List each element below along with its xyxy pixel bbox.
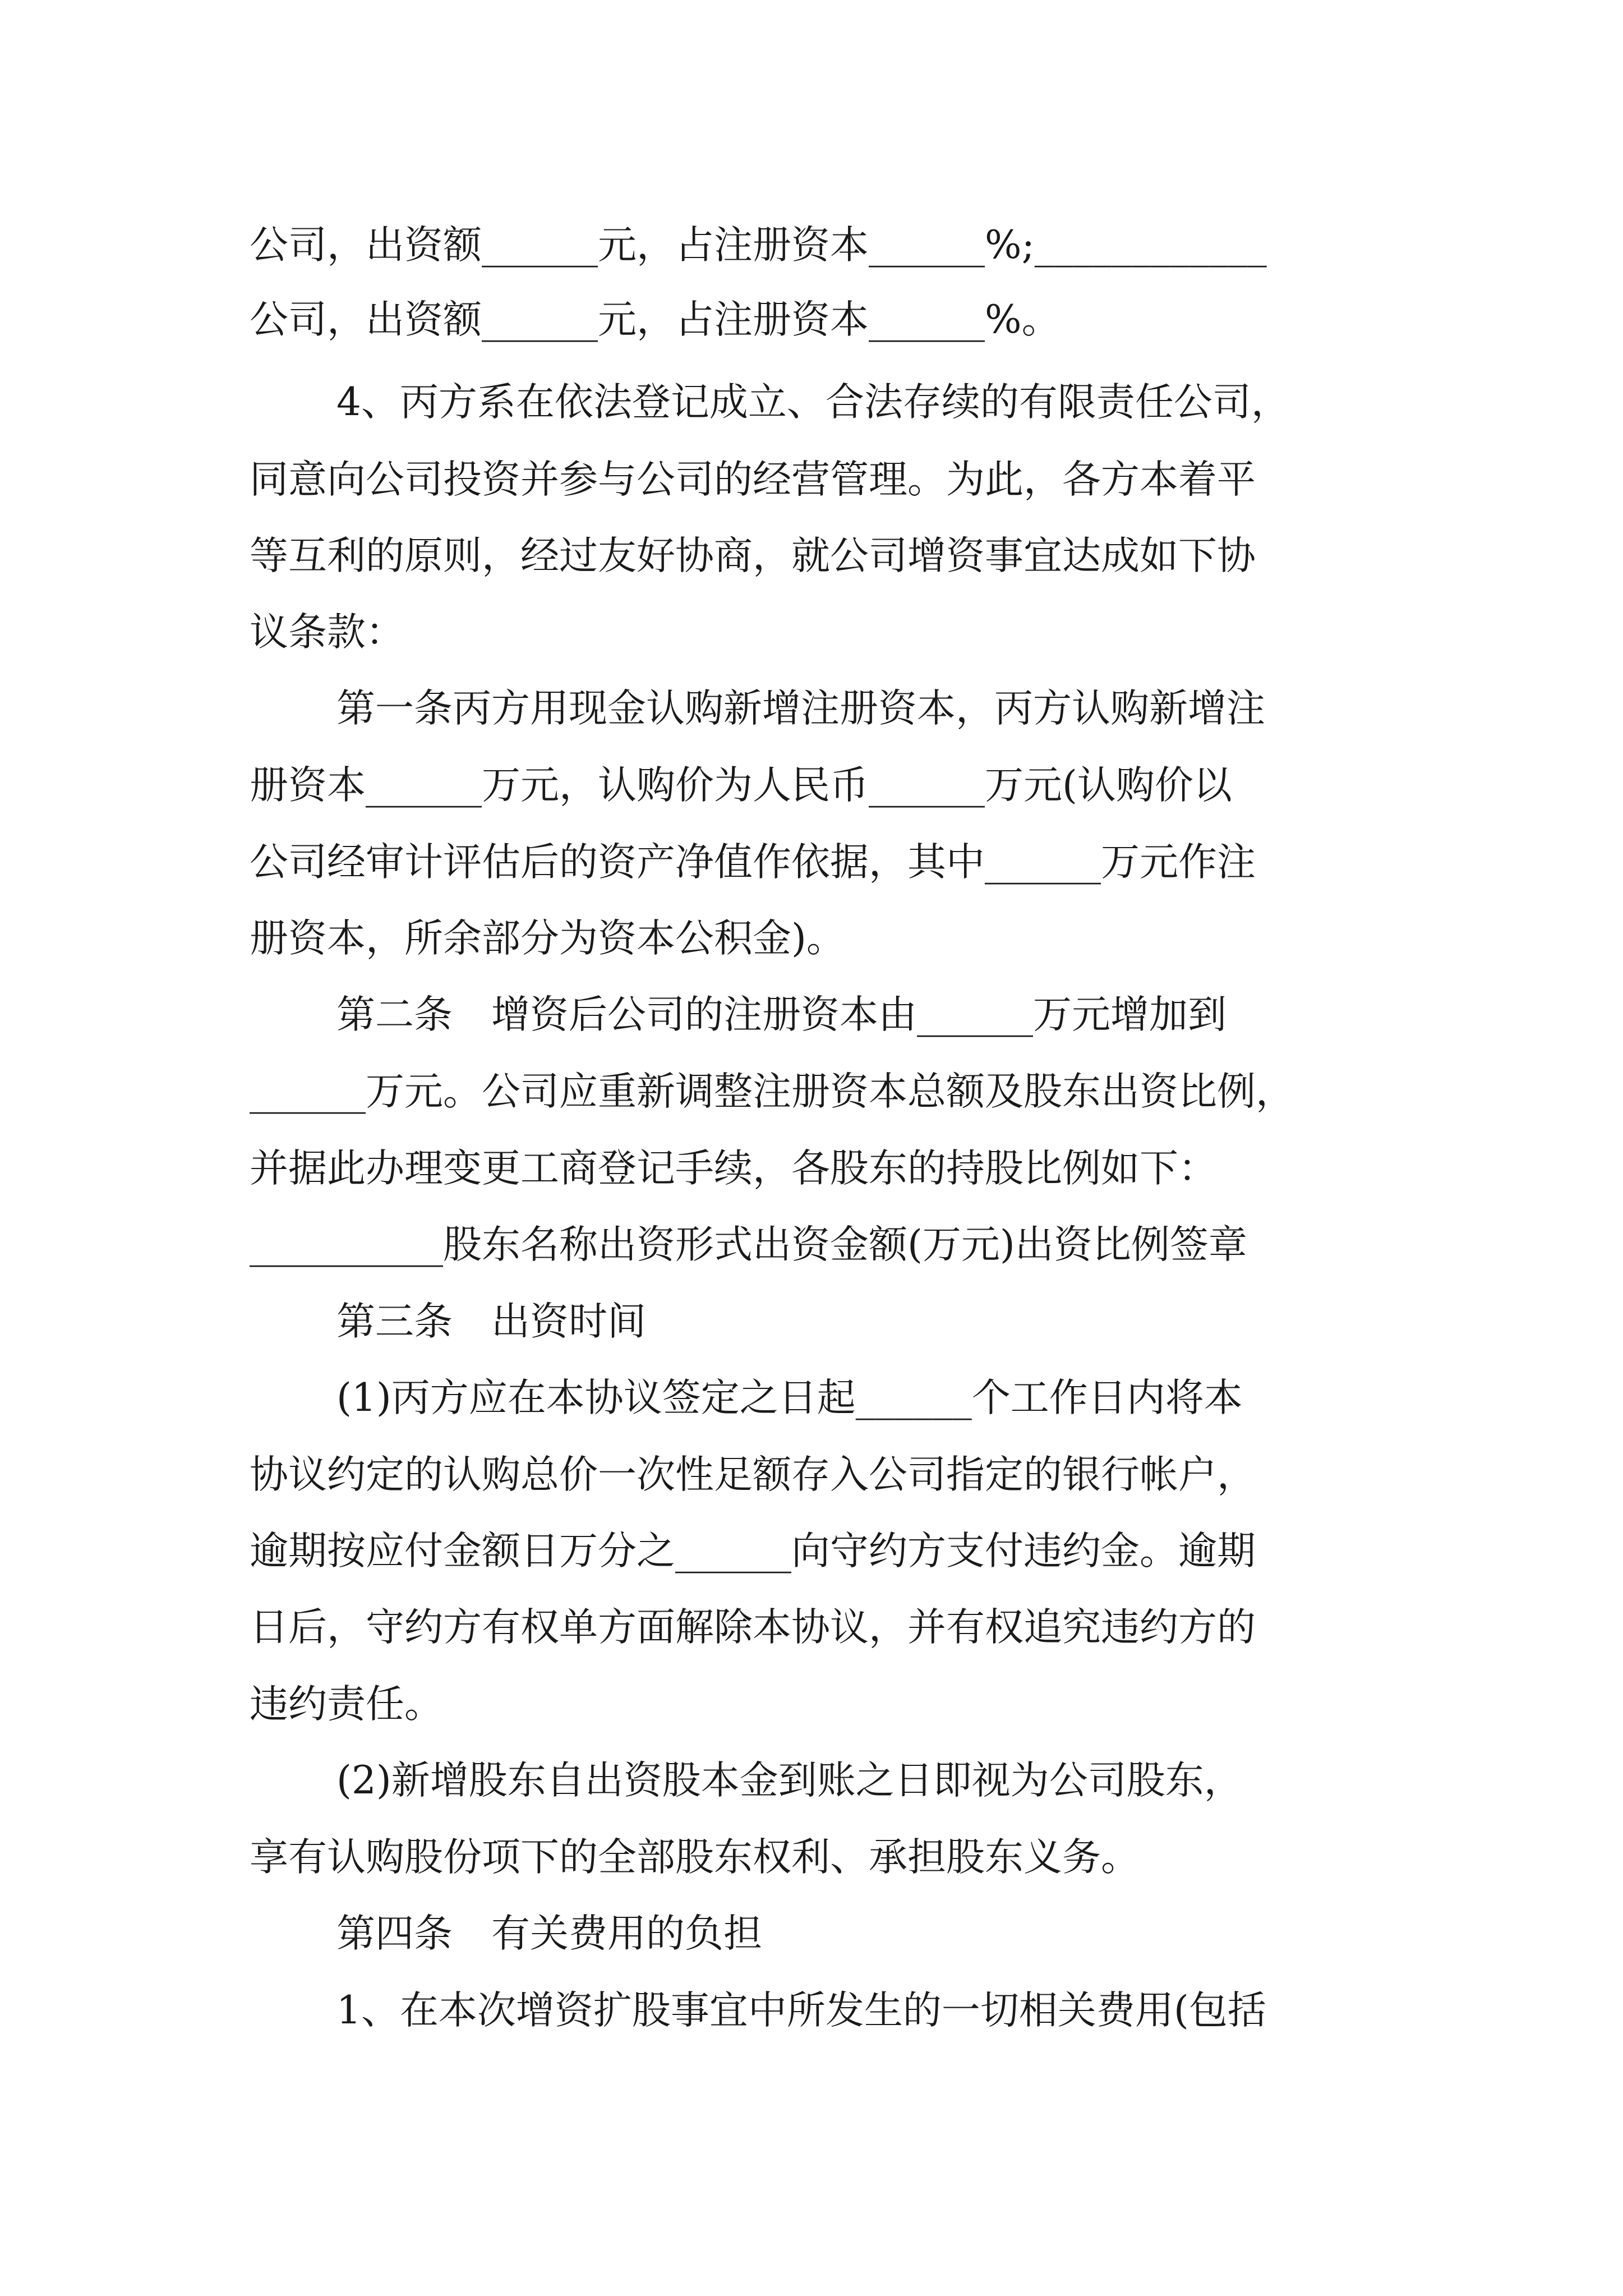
text-line: 公司经审计评估后的资产净值作依据，其中______万元作注 bbox=[250, 840, 1256, 885]
text-line: 第一条丙方用现金认购新增注册资本，丙方认购新增注 bbox=[336, 686, 1265, 731]
text-line: 4、丙方系在依法登记成立、合法存续的有限责任公司， bbox=[336, 380, 1290, 425]
text-line: 等互利的原则，经过友好协商，就公司增资事宜达成如下协 bbox=[250, 533, 1256, 578]
text-line: __________股东名称出资形式出资金额(万元)出资比例签章 bbox=[250, 1222, 1247, 1267]
text-line: 同意向公司投资并参与公司的经营管理。为此，各方本着平 bbox=[250, 457, 1256, 502]
text-line: 第二条 增资后公司的注册资本由______万元增加到 bbox=[336, 992, 1227, 1037]
text-line: 公司，出资额______元，占注册资本______%。 bbox=[250, 297, 1061, 342]
text-line: (1)丙方应在本协议签定之日起______个工作日内将本 bbox=[336, 1375, 1243, 1420]
text-line: 册资本______万元，认购价为人民币______万元(认购价以 bbox=[250, 763, 1232, 808]
text-line: 册资本，所余部分为资本公积金)。 bbox=[250, 916, 845, 961]
text-line: 1、在本次增资扩股事宜中所发生的一切相关费用(包括 bbox=[336, 1988, 1266, 2033]
text-line: 公司，出资额______元，占注册资本______%;____________ bbox=[250, 223, 1267, 268]
text-line: ______万元。公司应重新调整注册资本总额及股东出资比例， bbox=[250, 1069, 1294, 1114]
text-line: 违约责任。 bbox=[250, 1682, 443, 1727]
text-line: 协议约定的认购总价一次性足额存入公司指定的银行帐户， bbox=[250, 1452, 1256, 1497]
text-line: 享有认购股份项下的全部股东权利、承担股东义务。 bbox=[250, 1835, 1140, 1880]
text-line: 第四条 有关费用的负担 bbox=[336, 1911, 762, 1956]
text-line: 日后，守约方有权单方面解除本协议，并有权追究违约方的 bbox=[250, 1605, 1256, 1650]
text-line: (2)新增股东自出资股本金到账之日即视为公司股东， bbox=[336, 1758, 1243, 1803]
text-line: 逾期按应付金额日万分之______向守约方支付违约金。逾期 bbox=[250, 1529, 1256, 1573]
text-line: 第三条 出资时间 bbox=[336, 1299, 646, 1344]
text-line: 并据此办理变更工商登记手续，各股东的持股比例如下： bbox=[250, 1146, 1217, 1191]
text-line: 议条款： bbox=[250, 610, 404, 655]
